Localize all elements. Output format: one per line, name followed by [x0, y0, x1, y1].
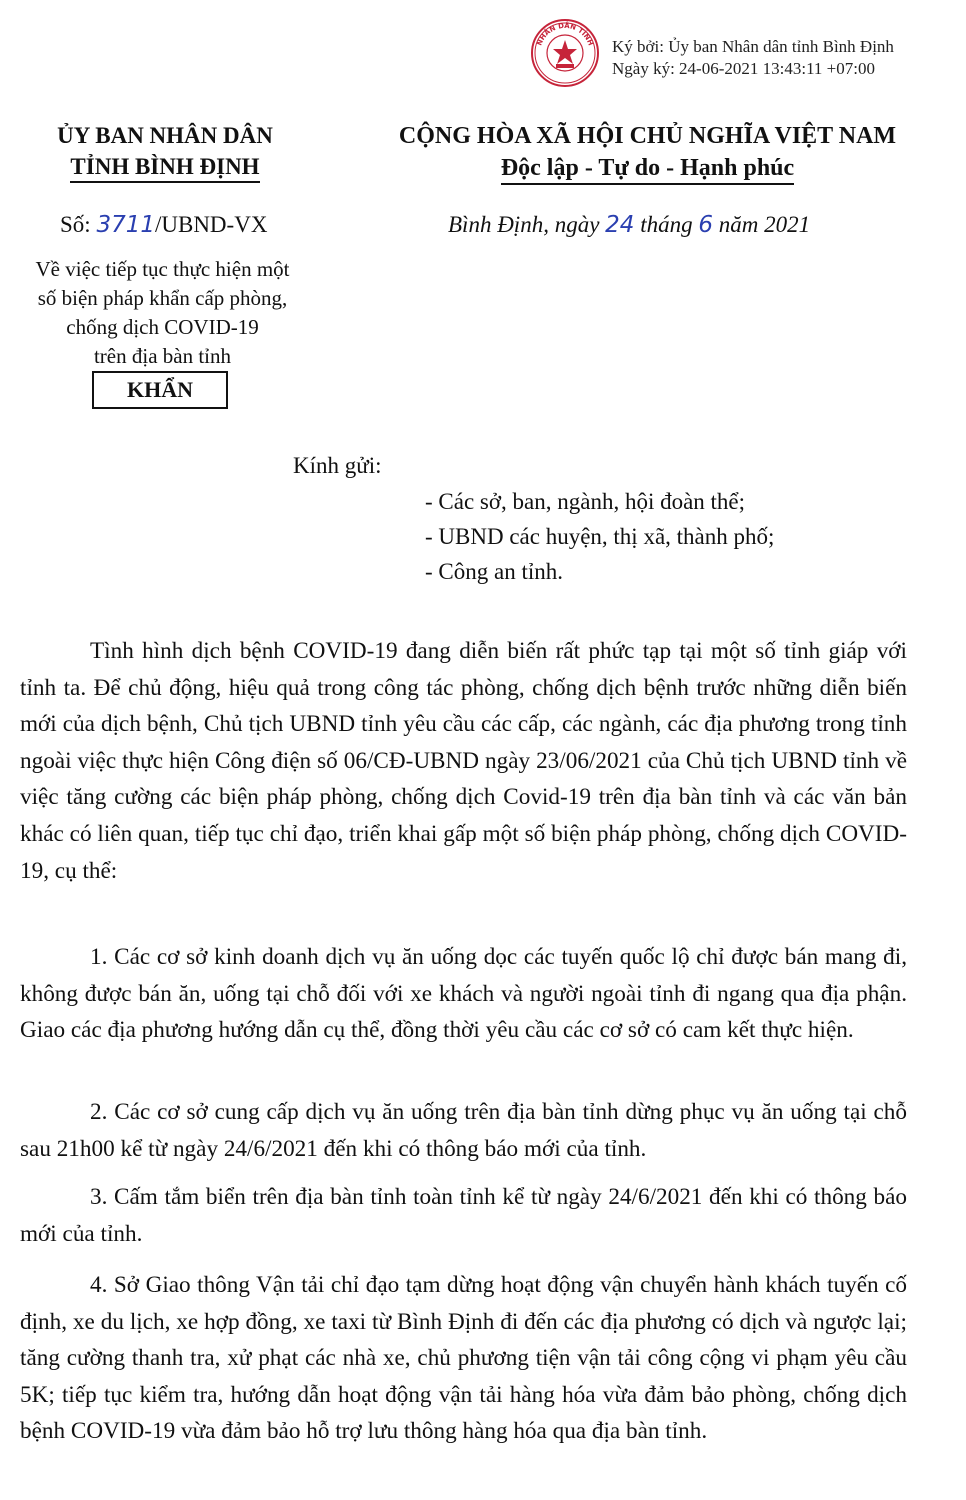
- recipient-item: - Công an tỉnh.: [425, 559, 563, 584]
- body-paragraph-intro: Tình hình dịch bệnh COVID-19 đang diễn biến rất phức tạp tại một số tỉnh giáp với tỉnh ta. Để chủ động, hiệu quả trong công tác phòng, chống dịch bệnh trước những diễn biến mới của dịch bệnh, Chủ tịch UBND tỉnh yêu cầu các cấp, các ngành, các địa phương trong tỉnh ngoài việc thực hiện Công điện số 06/CĐ-UBND ngày 23/06/2021 của Chủ tịch UBND tỉnh về việc tăng cường các biện pháp phòng, chống dịch Covid-19 trên địa bàn tỉnh và các văn bản khác có liên quan, tiếp tục chỉ đạo, triển khai gấp một số biện pháp phòng, chống dịch COVID-19, cụ thể:: [20, 638, 907, 884]
- signed-date: Ngày ký: 24-06-2021 13:43:11 +07:00: [612, 59, 875, 78]
- recipient-item: - Các sở, ban, ngành, hội đoàn thể;: [425, 489, 746, 514]
- provincial-seal-icon: [530, 18, 600, 88]
- date-day-handwritten: 24: [605, 212, 635, 238]
- date-month-word: tháng: [634, 212, 699, 237]
- seal-ring-text: NHÂN DÂN TỈNH: [535, 21, 595, 47]
- urgency-label: KHẨN: [92, 371, 228, 409]
- body-paragraph-item-4: 4. Sở Giao thông Vận tải chỉ đạo tạm dừng hoạt động vận chuyển hành khách tuyến cố định, xe du lịch, xe hợp đồng, xe taxi từ Bình Định đi đến các địa phương có dịch và ngược lại; tăng cường thanh tra, xử phạt các nhà xe, chủ phương tiện vận tải công cộng vi phạm yêu cầu 5K; tiếp tục kiểm tra, hướng dẫn hoạt động vận tải hàng hóa vừa đảm bảo phòng, chống dịch bệnh COVID-19 vừa đảm bảo hỗ trợ lưu thông hàng hóa qua địa bàn tỉnh.: [20, 1272, 907, 1445]
- recipient-item: - UBND các huyện, thị xã, thành phố;: [425, 524, 775, 549]
- body-paragraph-item-1: 1. Các cơ sở kinh doanh dịch vụ ăn uống dọc các tuyến quốc lộ chỉ được bán mang đi, không được bán ăn, uống tại chỗ đối với xe khách và người ngoài tỉnh đi ngang qua địa phận. Giao các địa phương hướng dẫn cụ thể, đồng thời yêu cầu các cơ sở có cam kết thực hiện.: [20, 944, 907, 1044]
- signed-by: Ký bởi: Ủy ban Nhân dân tỉnh Bình Định: [612, 37, 894, 56]
- agency-header: [20, 120, 310, 183]
- document-number: [60, 212, 267, 238]
- date-place: Bình Định, ngày: [448, 212, 606, 237]
- subject-line: chống dịch COVID-19: [66, 315, 259, 339]
- agency-name-line2: TỈNH BÌNH ĐỊNH: [70, 152, 259, 183]
- subject-line: trên địa bàn tỉnh: [93, 344, 232, 368]
- date-line: [448, 212, 810, 238]
- date-year: năm 2021: [712, 212, 811, 237]
- body-paragraph-item-3: 3. Cấm tắm biển trên địa bàn tỉnh toàn tỉnh kể từ ngày 24/6/2021 đến khi có thông báo mới của tỉnh.: [20, 1184, 907, 1247]
- national-title: CỘNG HÒA XÃ HỘI CHỦ NGHĨA VIỆT NAM: [398, 123, 897, 149]
- agency-name-line1: ỦY BAN NHÂN DÂN: [57, 123, 273, 148]
- subject-line: Về việc tiếp tục thực hiện một: [35, 257, 290, 281]
- doc-number-prefix: Số:: [60, 212, 97, 237]
- national-motto: Độc lập - Tự do - Hạnh phúc: [501, 153, 794, 185]
- digital-signature: [530, 18, 960, 88]
- body-paragraph-item-2: 2. Các cơ sở cung cấp dịch vụ ăn uống trên địa bàn tỉnh dừng phục vụ ăn uống tại chỗ sau 21h00 kể từ ngày 24/6/2021 đến khi có thông báo mới của tỉnh.: [20, 1099, 907, 1162]
- subject-line: số biện pháp khẩn cấp phòng,: [37, 286, 288, 310]
- subject-excerpt: [20, 255, 305, 371]
- date-month-handwritten: 6: [698, 212, 713, 238]
- doc-number-handwritten: 3711: [96, 212, 155, 238]
- greeting: Kính gửi:: [293, 453, 382, 478]
- doc-number-suffix: /UBND-VX: [154, 212, 268, 237]
- national-header: [375, 120, 920, 185]
